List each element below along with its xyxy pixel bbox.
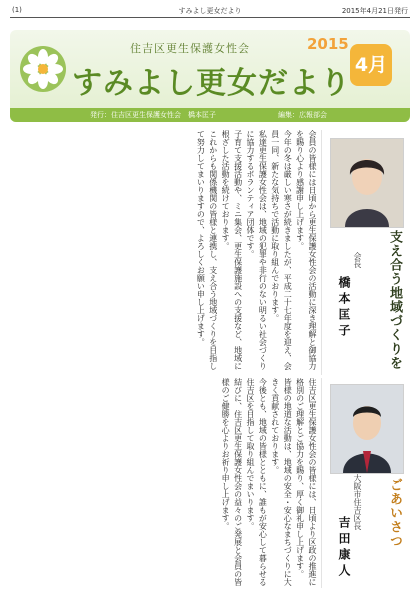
page-header xyxy=(0,4,420,18)
flower-emblem-icon xyxy=(18,44,68,94)
article-body xyxy=(10,130,318,375)
org-name: 住吉区更生保護女性会 xyxy=(130,42,250,55)
paragraph: 結びに、住吉区更生保護女性会の益々のご発展と会員の皆様のご健勝を心よりお祈り申し上げます。 xyxy=(221,378,243,586)
newsletter-title: すみよし更女だより xyxy=(72,66,351,101)
masthead-banner xyxy=(10,30,410,122)
article-sidebar xyxy=(321,378,410,588)
publisher-credit: 発行：住吉区更生保護女性会 橋本匡子 xyxy=(90,111,216,119)
article-sidebar xyxy=(321,130,410,375)
portrait-photo xyxy=(330,384,404,474)
ward-mayor-greeting-article xyxy=(10,378,410,588)
paragraph: 子育て支援活動や、ミニ集会、更生保護施設への支援など、地域に根ざした活動を続けております。 xyxy=(221,130,243,370)
issue-year: 2015 xyxy=(307,35,349,53)
paragraph: 私達更生保護女性会は、地域の犯罪や非行のない明るい社会づくりに協力するボランティア団体です。 xyxy=(245,130,268,370)
article-body xyxy=(10,378,318,588)
page-number: (1) xyxy=(12,6,22,14)
author-name: 橋本匡子 xyxy=(337,276,351,340)
publish-date: 2015年4月21日発行 xyxy=(341,7,408,15)
president-greeting-article xyxy=(10,130,410,375)
credit-ribbon xyxy=(10,108,410,122)
header-rule xyxy=(10,17,410,18)
paragraph: 皆様の地道な活動は、地域の安全・安心なまちづくりに大きく貢献されております。 xyxy=(270,378,293,586)
editor-credit: 編集：広報部会 xyxy=(278,111,327,119)
article-heading: ごあいさつ xyxy=(387,478,402,548)
issue-month-badge: 4月 xyxy=(350,44,392,86)
paragraph: 会員の皆様には日頃から更生保護女性会の活動に深き理解と御協力を賜り心より感謝申し上げます。 xyxy=(295,130,317,370)
author-role: 会長 xyxy=(353,252,362,268)
paragraph: 住吉区更生保護女性会の皆様には、日頃より区政の推進に格別のご理解とご協力を賜り、厚く御礼申し上げます。 xyxy=(295,378,317,586)
paragraph: これからも関係機関の皆様と連携し、支え合う地域づくりを目指して努力してまいりますので、よろしくお願い申し上げます。 xyxy=(196,130,218,370)
portrait-photo xyxy=(330,138,404,228)
paragraph: 今年の冬は厳しい寒さが続きましたが、平成二十七年度を迎え、会員一同、新たな気持ちで活動に取り組んでおります。 xyxy=(270,130,293,370)
paragraph: 今後とも、地域の皆様とともに、誰もが安心して暮らせる住吉区を目指して取り組んでまいります。 xyxy=(245,378,268,586)
header-title: すみよし更女だより xyxy=(178,7,242,15)
person-portrait-icon xyxy=(331,385,403,473)
person-portrait-icon xyxy=(331,139,403,227)
author-role: 大阪市住吉区長 xyxy=(353,474,362,530)
article-heading: 支え合う地域づくりを xyxy=(387,230,402,370)
author-name: 吉田康人 xyxy=(337,516,351,580)
